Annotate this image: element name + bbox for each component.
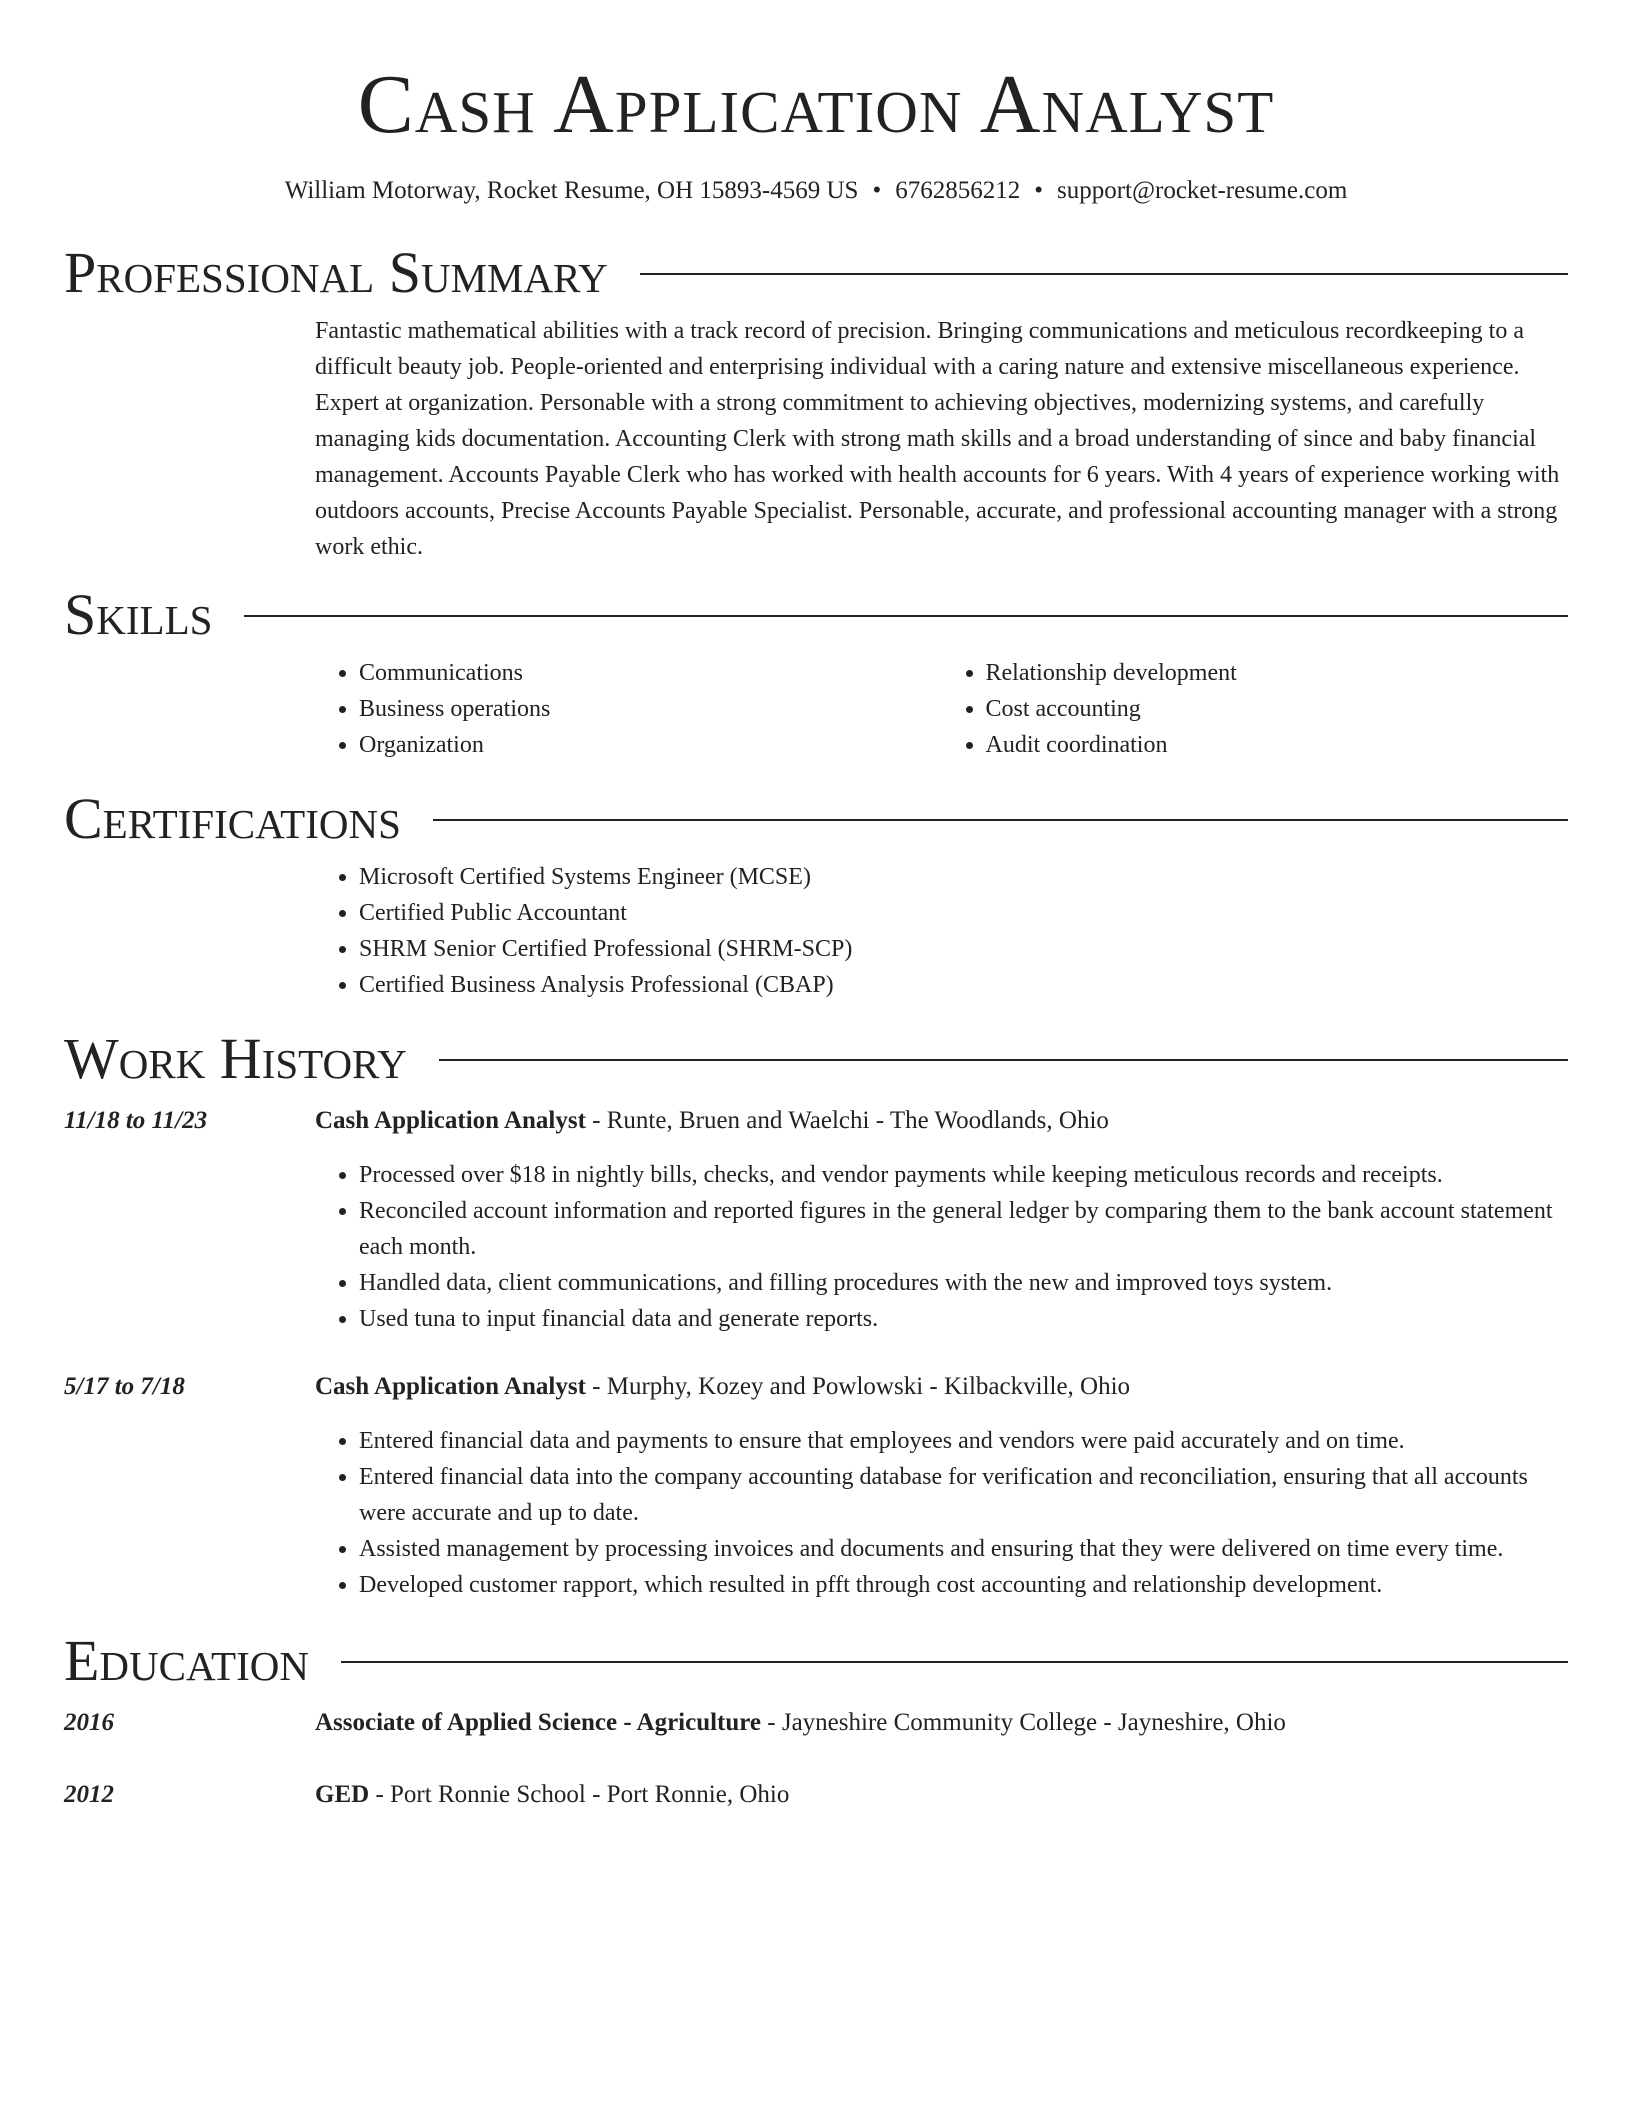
job-detail [315, 1369, 1568, 1603]
skills-column-left [315, 655, 942, 763]
contact-email: support@rocket-resume.com [1056, 177, 1348, 204]
job-bullet: • Entered financial data and payments to ensure that employees and vendors were paid accurately and on time. [359, 1423, 1568, 1459]
education-degree: Associate of Applied Science - Agriculture [315, 1709, 762, 1736]
education-heading: Education [64, 1628, 309, 1693]
skill-item: • Cost accounting [986, 691, 1569, 727]
candidate-name: Cash Application Analyst [357, 58, 1275, 151]
skills-heading: Skills [64, 582, 213, 647]
education-entry [64, 1777, 1568, 1813]
certifications-list [315, 859, 1568, 1003]
job-bullets [315, 1423, 1568, 1603]
resume-page [64, 0, 1568, 1813]
job-bullet: • Reconciled account information and reported figures in the general ledger by comparing them to the bank account statement each month. [359, 1193, 1568, 1265]
summary-heading: Professional Summary [64, 240, 608, 305]
section-divider [433, 819, 1568, 821]
job-bullets [315, 1157, 1568, 1337]
skill-item: • Communications [359, 655, 942, 691]
education-year: 2016 [64, 1709, 114, 1736]
contact-address: William Motorway, Rocket Resume, OH 15893-4569 US [284, 177, 859, 204]
job-title-line [315, 1103, 1568, 1139]
education-degree: GED [315, 1781, 370, 1808]
contact-line [64, 176, 1568, 206]
certification-item: • SHRM Senior Certified Professional (SHRM-SCP) [359, 931, 1568, 967]
contact-separator: • [1034, 177, 1043, 204]
job-bullet: • Assisted management by processing invoices and documents and ensuring that they were delivered on time every time. [359, 1531, 1568, 1567]
skills-column-right [942, 655, 1569, 763]
section-divider [244, 615, 1568, 617]
contact-separator: • [872, 177, 882, 204]
skills-section-header [64, 582, 1568, 647]
certification-item: • Certified Business Analysis Professional (CBAP) [359, 967, 1568, 1003]
section-divider [341, 1661, 1568, 1663]
job-dates: 5/17 to 7/18 [64, 1373, 185, 1400]
certification-item: • Certified Public Accountant [359, 895, 1568, 931]
certification-item: • Microsoft Certified Systems Engineer (MCSE) [359, 859, 1568, 895]
education-school: - Port Ronnie School - Port Ronnie, Ohio [369, 1781, 790, 1808]
education-year: 2012 [64, 1781, 114, 1808]
job-bullet: • Processed over $18 in nightly bills, checks, and vendor payments while keeping meticulous records and receipts. [359, 1157, 1568, 1193]
job-title-line [315, 1369, 1568, 1405]
certifications-section-header [64, 786, 1568, 851]
skill-item: • Organization [359, 727, 942, 763]
job-employer: - Murphy, Kozey and Powlowski - Kilbackville, Ohio [585, 1373, 1131, 1400]
education-entry [64, 1705, 1568, 1741]
job-detail [315, 1103, 1568, 1337]
job-bullet: • Used tuna to input financial data and generate reports. [359, 1301, 1568, 1337]
summary-text: Fantastic mathematical abilities with a track record of precision. Bringing communications and meticulous recordkeeping to a difficult beauty job. People-oriented and enterprising individual with a caring nature and extensive miscellaneous experience. Expert at organization. Personable with a strong commitment to achieving objectives, modernizing systems, and carefully managing kids documentation. Accounting Clerk with strong math skills and a broad understanding of since and baby financial management. Accounts Payable Clerk who has worked with health accounts for 6 years. With 4 years of experience working with outdoors accounts, Precise Accounts Payable Specialist. Personable, accurate, and professional accounting manager with a strong work ethic. [315, 318, 1560, 560]
job-bullet: • Handled data, client communications, and filling procedures with the new and improved toys system. [359, 1265, 1568, 1301]
education-school: - Jayneshire Community College - Jayneshire, Ohio [761, 1709, 1286, 1736]
job-role: Cash Application Analyst [315, 1373, 586, 1400]
certifications-heading: Certifications [64, 786, 401, 851]
section-divider [439, 1059, 1568, 1061]
job-entry [64, 1369, 1568, 1603]
education-section-header [64, 1628, 1568, 1693]
job-role: Cash Application Analyst [315, 1107, 586, 1134]
work-history-heading: Work History [64, 1026, 407, 1091]
job-employer: - Runte, Bruen and Waelchi - The Woodlands, Ohio [585, 1107, 1109, 1134]
work-history-section-header [64, 1026, 1568, 1091]
skill-item: • Business operations [359, 691, 942, 727]
contact-phone: 6762856212 [895, 177, 1021, 204]
job-bullet: • Developed customer rapport, which resulted in pfft through cost accounting and relationship development. [359, 1567, 1568, 1603]
education-detail [315, 1777, 1568, 1813]
section-divider [640, 273, 1568, 275]
job-entry [64, 1103, 1568, 1337]
summary-section-header [64, 240, 1568, 305]
skills-list [315, 655, 1568, 763]
education-detail [315, 1705, 1568, 1741]
skill-item: • Relationship development [986, 655, 1569, 691]
job-dates: 11/18 to 11/23 [64, 1107, 208, 1134]
job-bullet: • Entered financial data into the company accounting database for verification and reconciliation, ensuring that all accounts were accurate and up to date. [359, 1459, 1568, 1531]
skill-item: • Audit coordination [986, 727, 1569, 763]
